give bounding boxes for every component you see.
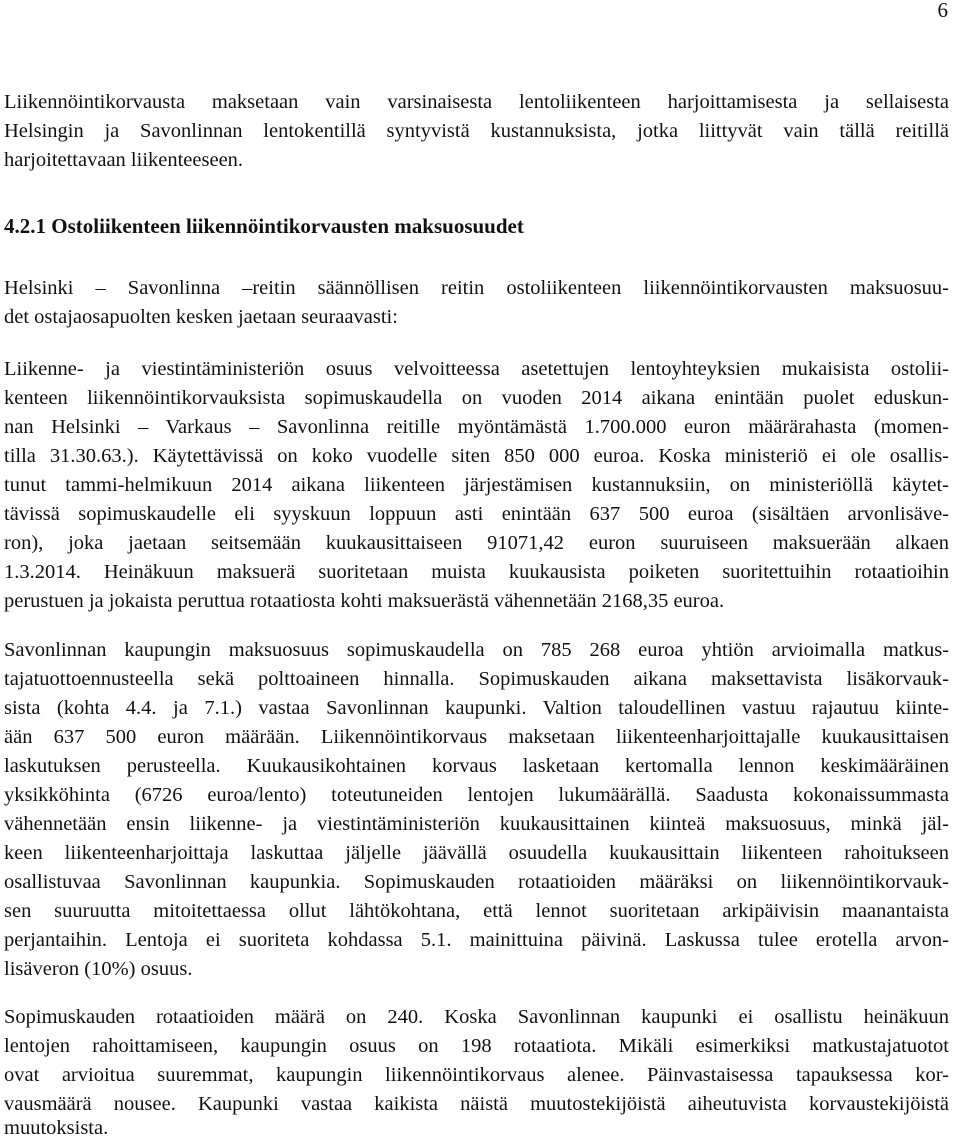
section-heading: 4.2.1 Ostoliikenteen liikennöintikorvausten maksuosuudet: [4, 214, 524, 238]
p4-line-4: vausmäärä nousee. Kaupunki vastaa kaikista näistä muutostekijöistä aiheutuvista korvaustekijöistä: [4, 1093, 949, 1115]
p3-line-3: sista (kohta 4.4. ja 7.1.) vastaa Savonlinnan kaupunki. Valtion taloudellinen vastuu rajautuu kiinte-: [4, 697, 949, 719]
p3-line-9: osallistuvaa Savonlinnan kaupunkia. Sopimuskauden rotaatioiden määräksi on liikennöintikorvauk-: [4, 871, 949, 893]
p2-line-1: Liikenne- ja viestintäministeriön osuus velvoitteessa asetettujen lentoyhteyksien mukaisista ostolii-: [4, 358, 949, 380]
p3-line-12: lisäveron (10%) osuus.: [4, 958, 193, 980]
p3-line-8: keen liikenteenharjoittaja laskuttaa jäljelle jäävällä osuudella kuukausittain liikenteen rahoitukseen: [4, 842, 949, 864]
intro-line-1: Liikennöintikorvausta maksetaan vain varsinaisesta lentoliikenteen harjoittamisesta ja sellaisesta: [4, 91, 949, 113]
p1-line-2: det ostajaosapuolten kesken jaetaan seuraavasti:: [4, 306, 398, 328]
intro-line-3: harjoitettavaan liikenteeseen.: [4, 149, 244, 171]
p2-line-4: tilla 31.30.63.). Käytettävissä on koko vuodelle siten 850 000 euroa. Koska ministeriö ei ole osallis-: [4, 445, 949, 467]
p2-line-6: tävissä sopimuskaudelle eli syyskuun loppuun asti enintään 637 500 euroa (sisältäen arvonlisäve-: [4, 503, 949, 525]
p2-line-8: 1.3.2014. Heinäkuun maksuerä suoritetaan muista kuukausista poiketen suoritettuihin rotaatioihin: [4, 561, 949, 583]
p3-line-5: laskutuksen perusteella. Kuukausikohtainen korvaus lasketaan kertomalla lennon keskimääräinen: [4, 755, 949, 777]
p2-line-3: nan Helsinki – Varkaus – Savonlinna reitille myöntämästä 1.700.000 euron määrärahasta (momen-: [4, 416, 949, 438]
p4-line-3: ovat arvioitua suuremmat, kaupungin liikennöintikorvaus alenee. Päinvastaisessa tapauksessa kor-: [4, 1064, 949, 1086]
p3-line-11: perjantaihin. Lentoja ei suoriteta kohdassa 5.1. mainittuina päivinä. Laskussa tulee erotella arvon-: [4, 929, 949, 951]
p4-line-5: muutoksista.: [4, 1117, 109, 1139]
p1-line-1: Helsinki – Savonlinna –reitin säännöllisen reitin ostoliikenteen liikennöintikorvausten maksuosuu-: [4, 277, 949, 299]
p2-line-9: perustuen ja jokaista peruttua rotaatiosta kohti maksuerästä vähennetään 2168,35 euroa.: [4, 590, 725, 612]
p2-line-5: tunut tammi-helmikuun 2014 aikana liikenteen järjestämisen kustannuksiin, on ministeriöllä käytet-: [4, 474, 949, 496]
p3-line-7: vähennetään ensin liikenne- ja viestintäministeriön kuukausittainen kiinteä maksuosuus, minkä jäl-: [4, 813, 949, 835]
p4-line-1: Sopimuskauden rotaatioiden määrä on 240. Koska Savonlinnan kaupunki ei osallistu heinäkuun: [4, 1006, 949, 1028]
p3-line-2: tajatuottoennusteella sekä polttoaineen hinnalla. Sopimuskauden aikana maksettavista lisäkorvauk-: [4, 668, 949, 690]
p2-line-7: ron), joka jaetaan seitsemään kuukausittaiseen 91071,42 euron suuruiseen maksuerään alkaen: [4, 532, 949, 554]
p4-line-2: lentojen rahoittamiseen, kaupungin osuus on 198 rotaatiota. Mikäli esimerkiksi matkustajatuotot: [4, 1035, 949, 1057]
p3-line-10: sen suuruutta mitoitettaessa ollut lähtökohtana, että lennot suoritetaan arkipäivisin maanantaista: [4, 900, 949, 922]
p2-line-2: kenteen liikennöintikorvauksista sopimuskaudella on vuoden 2014 aikana enintään puolet eduskun-: [4, 387, 949, 409]
p3-line-6: yksikköhinta (6726 euroa/lento) toteutuneiden lentojen lukumäärällä. Saadusta kokonaissummasta: [4, 784, 949, 806]
p3-line-4: ään 637 500 euron määrään. Liikennöintikorvaus maksetaan liikenteenharjoittajalle kuukausittaisen: [4, 726, 949, 748]
p3-line-1: Savonlinnan kaupungin maksuosuus sopimuskaudella on 785 268 euroa yhtiön arvioimalla matkus-: [4, 639, 949, 661]
page-number: 6: [937, 0, 948, 22]
intro-line-2: Helsingin ja Savonlinnan lentokentillä syntyvistä kustannuksista, jotka liittyvät vain tällä reitillä: [4, 120, 949, 142]
